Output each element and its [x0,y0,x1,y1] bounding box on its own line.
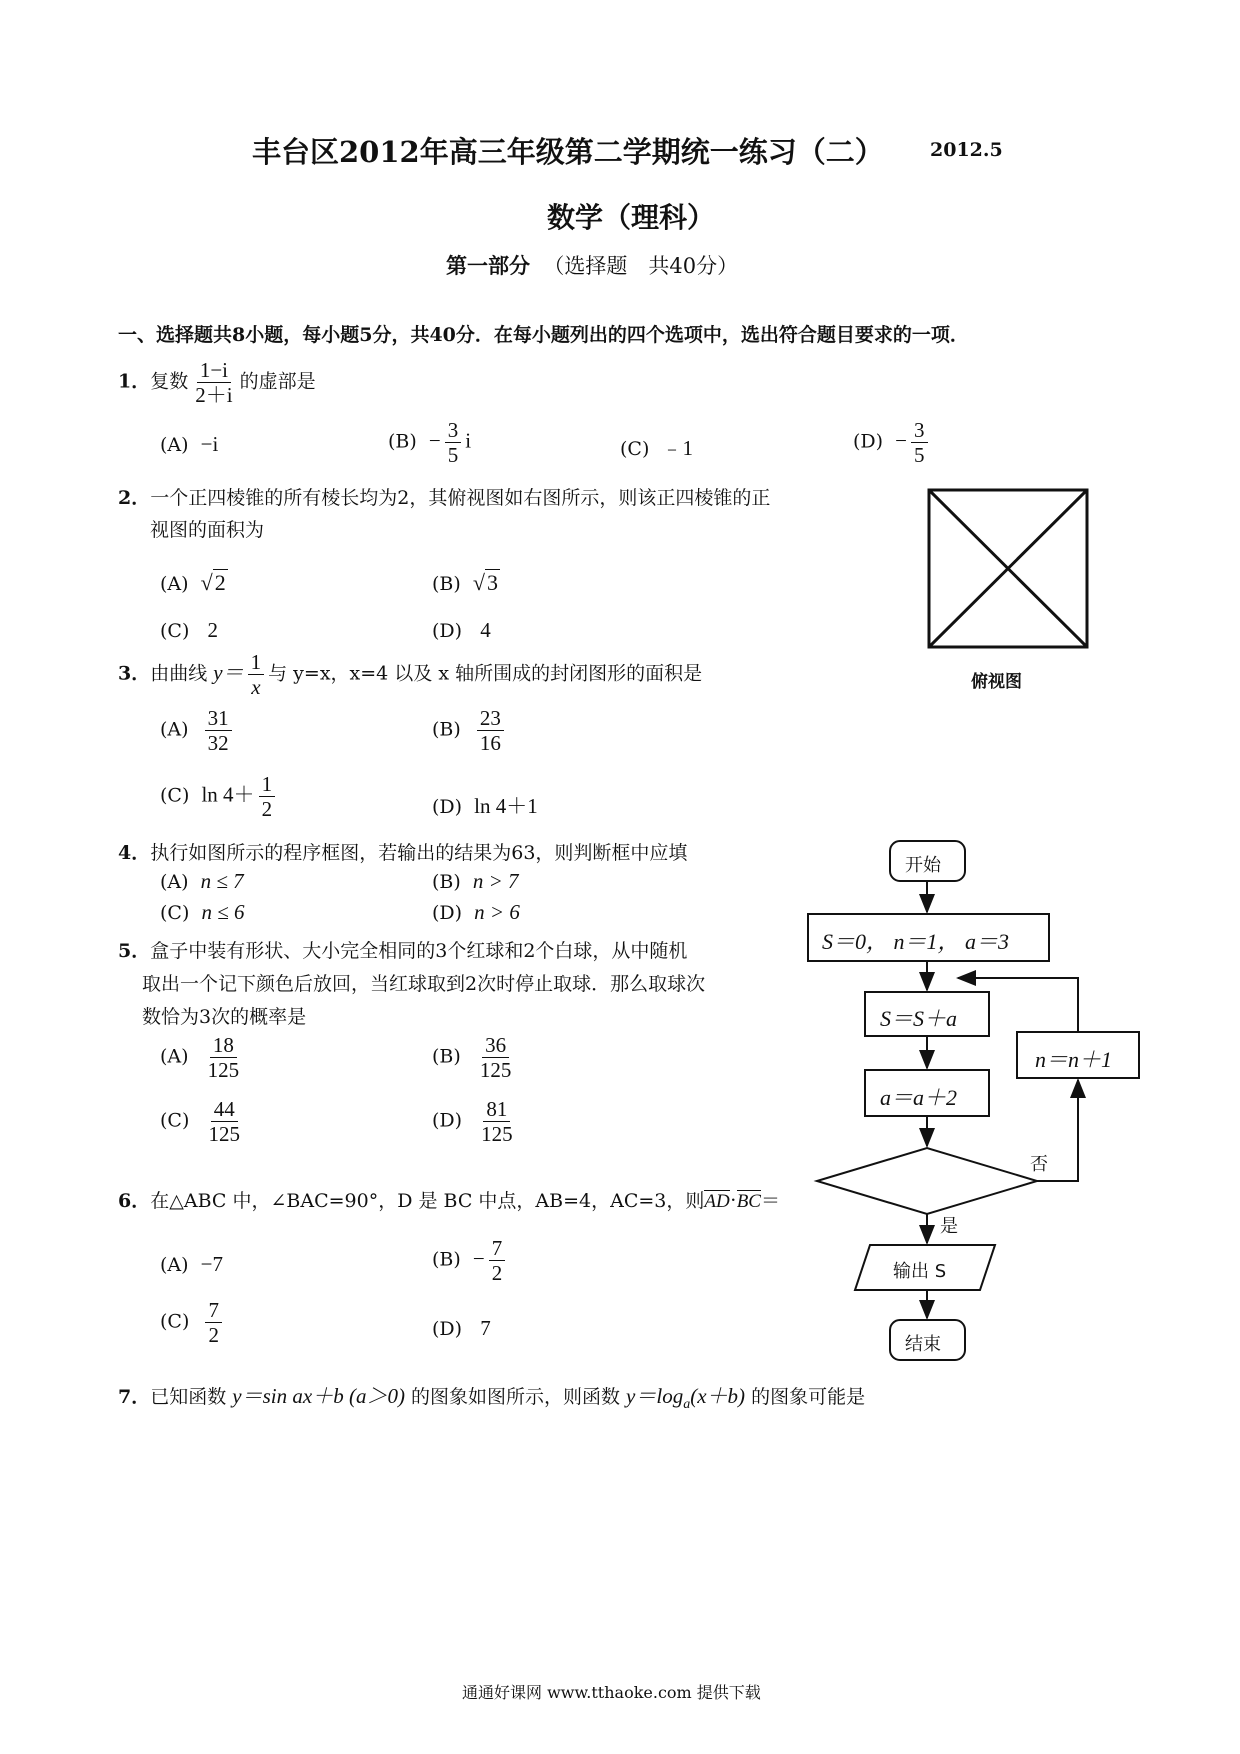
frac-den: 125 [208,1122,240,1147]
q3-post: 与 y=x，x=4 以及 x 轴所围成的封闭图形的面积是 [268,662,703,685]
option-value: ln 4＋1 [474,794,538,818]
option-value: n > 6 [474,900,520,924]
option-value: 7 [480,1316,491,1340]
frac-den: 2 [261,797,273,822]
q7-function-2: y＝log [626,1384,684,1408]
q7-function-2-arg: (x＋b) [690,1384,746,1408]
option-label: (D) [432,1109,463,1132]
frac-den: x [251,675,261,700]
q3-pre: 由曲线 [150,662,208,685]
q3-y-eq: y＝ [213,660,244,685]
question-number: 7． [118,1386,151,1408]
option-label: (D) [853,430,884,453]
option-label: (A) [160,1254,189,1276]
flow-no-label: 否 [1030,1154,1048,1175]
option-label: (C) [160,902,190,924]
exam-subtitle: 数学（理科） [547,201,716,234]
option-label: (C) [160,784,190,807]
flow-incr-label: n＝n＋1 [1035,1047,1113,1072]
option-label: (C) [160,1310,190,1333]
frac-num: 23 [477,706,504,731]
frac-den: 125 [479,1058,512,1083]
q5-line2: 取出一个记下颜色后放回，当红球取到2次时停止取球．那么取球次 [142,973,706,995]
flowchart [808,841,1139,1360]
flow-yes-label: 是 [940,1216,958,1237]
flow-decision [817,1148,1037,1214]
vector-ad: AD [704,1191,730,1212]
sqrt: √3 [472,570,498,595]
question-number: 2． [118,487,151,509]
exam-title: 丰台区2012年高三年级第二学期统一练习（二） [252,135,884,169]
frac-num: 81 [483,1097,510,1122]
top-view-figure [929,490,1087,647]
frac-num: 44 [211,1097,238,1122]
part-note: （选择题 共40分） [543,254,739,278]
option-value: n ≤ 6 [201,900,245,924]
vector-bc: BC [736,1191,761,1212]
option-label: (C) [620,438,650,460]
q2-line1: 一个正四棱锥的所有棱长均为2，其俯视图如右图所示，则该正四棱锥的正 [150,487,771,509]
option-value: n ≤ 7 [200,869,244,893]
option-label: (B) [432,573,461,595]
frac-num: 31 [205,706,232,731]
flow-step2-label: a＝a＋2 [880,1085,958,1110]
option-label: (D) [432,902,463,924]
q6-text: 在△ABC 中，∠BAC=90°，D 是 BC 中点，AB=4，AC=3，则 [150,1190,705,1212]
option-value: −7 [200,1252,223,1276]
q5-line1: 盒子中装有形状、大小完全相同的3个红球和2个白球，从中随机 [150,940,688,962]
frac-den: 2 [491,1261,503,1286]
footer-source: 通通好课网 www.tthaoke.com 提供下载 [462,1683,761,1702]
flow-end-label: 结束 [905,1334,941,1355]
q7-function-1: y＝sin ax＋b (a＞0) [232,1384,405,1408]
frac-den: 16 [479,731,501,756]
log-base: a [683,1396,691,1412]
dot-operator: · [729,1188,737,1212]
question-number: 1． [118,370,151,393]
option-label: (A) [160,434,189,456]
q2-line2: 视图的面积为 [150,519,265,541]
q1-frac-den: 2＋i [195,383,233,408]
flow-start-label: 开始 [905,855,941,876]
q4-text: 执行如图所示的程序框图，若输出的结果为63，则判断框中应填 [150,842,688,864]
question-number: 3． [118,662,151,685]
option-label: (D) [432,796,463,818]
option-label: (D) [432,1318,463,1340]
option-label: (B) [388,430,417,453]
frac-num: 1 [259,772,276,797]
option-label: (A) [160,573,189,595]
frac-den: 5 [447,443,459,468]
option-sign: − [895,428,907,453]
flow-output-label: 输出 S [893,1261,947,1282]
option-label: (B) [432,1248,461,1271]
option-value: 2 [214,570,226,595]
option-value: 2 [207,618,218,642]
option-pre: ln 4＋ [201,782,255,807]
option-label: (B) [432,871,461,893]
option-value: 4 [480,618,491,642]
top-view-caption: 俯视图 [971,672,1022,692]
option-label: (C) [160,620,190,642]
option-label: (A) [160,718,189,741]
flow-init-label: S＝0， n＝1， a＝3 [822,929,1010,954]
option-value: n > 7 [472,869,519,893]
option-label: (D) [432,620,463,642]
option-label: (B) [432,1045,461,1068]
frac-num: 7 [205,1298,222,1323]
q7-post: 的图象可能是 [751,1386,866,1408]
q7-pre: 已知函数 [150,1386,227,1408]
frac-num: 18 [210,1033,237,1058]
frac-den: 2 [208,1323,219,1348]
option-label: (C) [160,1109,190,1132]
option-tail: i [465,428,472,453]
option-sign: − [428,428,441,453]
option-value: 3 [486,570,498,595]
exam-date: 2012.5 [930,139,1003,161]
frac-num: 36 [482,1033,509,1058]
question-number: 4． [118,842,151,864]
option-sign: − [472,1246,485,1271]
flow-step1-label: S＝S＋a [880,1006,958,1031]
q1-post: 的虚部是 [239,370,316,393]
option-label: (A) [160,871,189,893]
question-number: 5． [118,940,151,962]
frac-num: 3 [911,418,928,443]
question-number: 6． [118,1190,151,1212]
frac-den: 32 [207,731,229,756]
q1-frac-num: 1−i [197,358,231,383]
frac-num: 1 [248,650,265,675]
sqrt: √2 [200,570,226,595]
frac-den: 125 [481,1122,513,1147]
frac-num: 3 [445,418,462,443]
option-value: −i [200,432,219,456]
frac-num: 7 [489,1236,506,1261]
frac-den: 125 [207,1058,240,1083]
q1-pre: 复数 [150,370,189,393]
option-label: (A) [160,1045,189,1068]
part-label: 第一部分 [446,253,530,278]
option-value: ﹣1 [661,436,693,460]
q5-line3: 数恰为3次的概率是 [142,1006,307,1028]
option-label: (B) [432,718,461,741]
equals-sign: ＝ [760,1190,780,1212]
section-instructions: 一、选择题共8小题，每小题5分，共40分．在每小题列出的四个选项中，选出符合题目要求的一项． [118,324,969,346]
q7-mid: 的图象如图所示，则函数 [410,1386,620,1408]
frac-den: 5 [914,443,925,468]
